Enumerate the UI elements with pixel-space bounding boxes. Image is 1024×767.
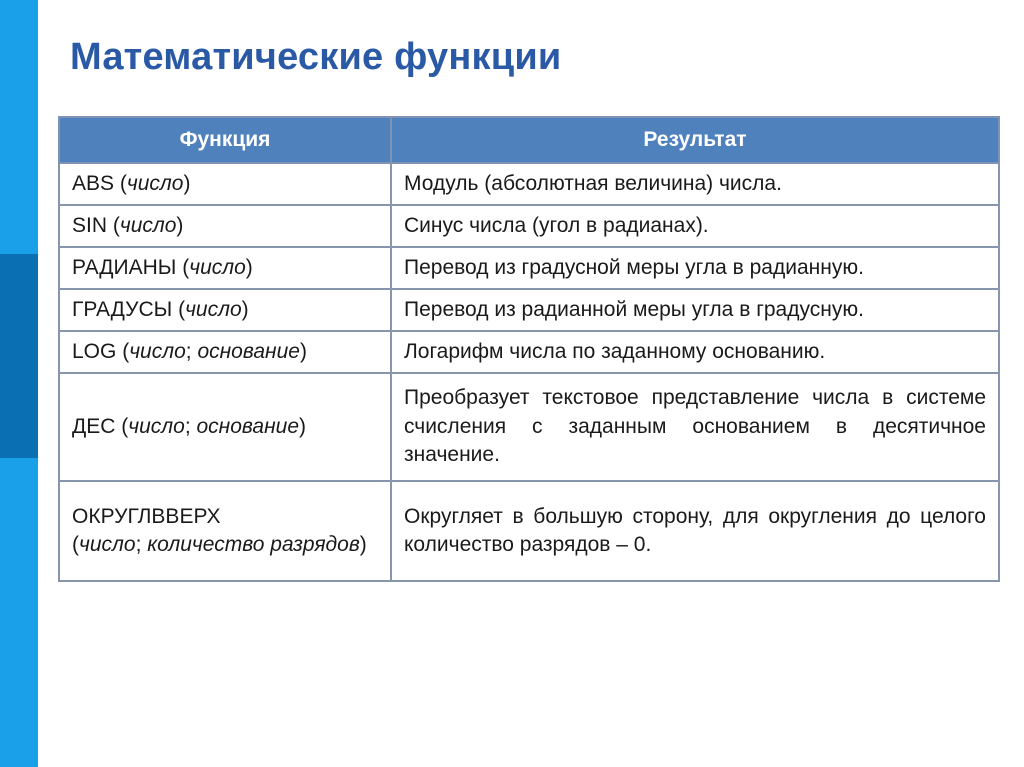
table-row bbox=[59, 481, 999, 581]
header-function: Функция bbox=[59, 117, 391, 163]
function-cell: РАДИАНЫ (число) bbox=[59, 247, 391, 289]
function-cell: LOG (число; основание) bbox=[59, 331, 391, 373]
table-row bbox=[59, 163, 999, 205]
function-cell: SIN (число) bbox=[59, 205, 391, 247]
result-cell: Синус числа (угол в радианах). bbox=[391, 205, 999, 247]
table-row bbox=[59, 205, 999, 247]
slide-title: Математические функции bbox=[70, 36, 562, 78]
function-cell: ABS (число) bbox=[59, 163, 391, 205]
table-row bbox=[59, 373, 999, 481]
function-cell: ГРАДУСЫ (число) bbox=[59, 289, 391, 331]
result-cell: Модуль (абсолютная величина) числа. bbox=[391, 163, 999, 205]
function-cell: ДЕС (число; основание) bbox=[59, 373, 391, 481]
table-header-row bbox=[59, 117, 999, 163]
result-cell: Перевод из радианной меры угла в градусную. bbox=[391, 289, 999, 331]
result-cell: Перевод из градусной меры угла в радианную. bbox=[391, 247, 999, 289]
table-row bbox=[59, 331, 999, 373]
result-cell: Округляет в большую сторону, для округления до целого количество разрядов – 0. bbox=[391, 481, 999, 581]
side-decoration-accent bbox=[0, 254, 38, 458]
result-cell: Логарифм числа по заданному основанию. bbox=[391, 331, 999, 373]
functions-table bbox=[58, 116, 1000, 582]
header-result: Результат bbox=[391, 117, 999, 163]
result-cell: Преобразует текстовое представление числа в системе счисления с заданным основанием в десятичное значение. bbox=[391, 373, 999, 481]
table-row bbox=[59, 289, 999, 331]
function-cell: ОКРУГЛВВЕРХ (число; количество разрядов) bbox=[59, 481, 391, 581]
table-row bbox=[59, 247, 999, 289]
